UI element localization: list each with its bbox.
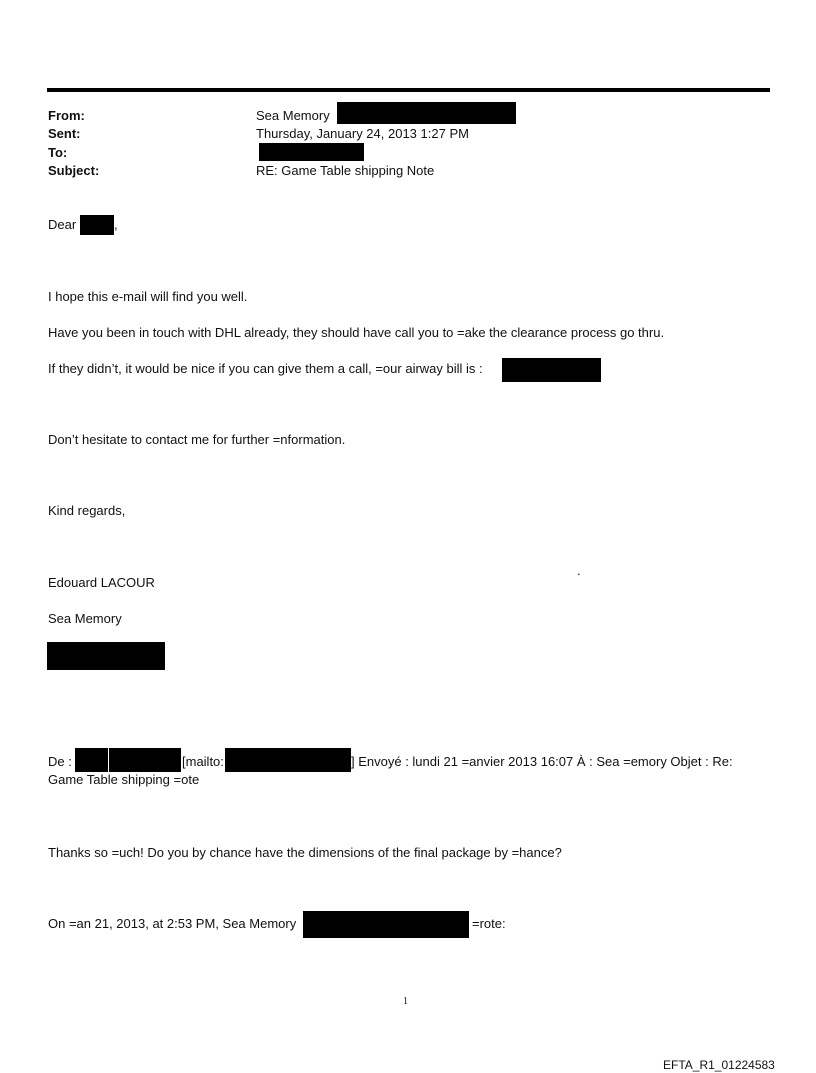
- sent-label: Sent:: [48, 126, 81, 141]
- from-value: Sea Memory: [256, 108, 330, 123]
- page-number: 1: [403, 996, 408, 1007]
- redacted-sender-email: [225, 748, 351, 772]
- quoted-de-label: De :: [48, 754, 72, 769]
- redacted-airway-bill: [502, 358, 601, 382]
- signature-name: Edouard LACOUR: [48, 575, 155, 590]
- body-line-3: If they didn’t, it would be nice if you can give them a call, =our airway bill is :: [48, 361, 483, 376]
- subject-label: Subject:: [48, 163, 100, 178]
- quoted-reply: Thanks so =uch! Do you by chance have the dimensions of the final package by =hance?: [48, 845, 562, 860]
- redacted-from-email: [337, 102, 516, 124]
- to-label: To:: [48, 145, 68, 160]
- sent-value: Thursday, January 24, 2013 1:27 PM: [256, 126, 469, 141]
- redacted-to: [259, 143, 364, 161]
- quoted-meta-rest: ] Envoyé : lundi 21 =anvier 2013 16:07 À : Sea =emory Objet : Re:: [351, 754, 733, 769]
- closing: Kind regards,: [48, 503, 126, 518]
- greeting-suffix: ,: [114, 217, 118, 232]
- stray-mark: .: [577, 563, 581, 578]
- body-line-2: Have you been in touch with DHL already, they should have call you to =ake the clearance process go thru.: [48, 325, 665, 340]
- redacted-recipient-name: [80, 215, 114, 235]
- body-line-1: I hope this e-mail will find you well.: [48, 289, 248, 304]
- bates-number: EFTA_R1_01224583: [663, 1058, 775, 1072]
- greeting: [48, 217, 76, 232]
- redacted-signature-block: [47, 642, 165, 670]
- from-label: From:: [48, 108, 85, 123]
- quoted-on-suffix: =rote:: [472, 916, 506, 931]
- quoted-mailto: [mailto:: [182, 754, 224, 769]
- body-line-4: Don’t hesitate to contact me for further =nformation.: [48, 432, 346, 447]
- redacted-sender-last: [109, 748, 181, 772]
- signature-company: Sea Memory: [48, 611, 122, 626]
- quoted-meta-line-2: Game Table shipping =ote: [48, 772, 200, 787]
- greeting-prefix: Dear: [48, 217, 77, 232]
- redacted-quoted-email: [303, 911, 469, 938]
- header-rule: [47, 88, 770, 92]
- redacted-sender-first: [75, 748, 108, 772]
- subject-value: RE: Game Table shipping Note: [256, 163, 435, 178]
- quoted-on-prefix: On =an 21, 2013, at 2:53 PM, Sea Memory: [48, 916, 297, 931]
